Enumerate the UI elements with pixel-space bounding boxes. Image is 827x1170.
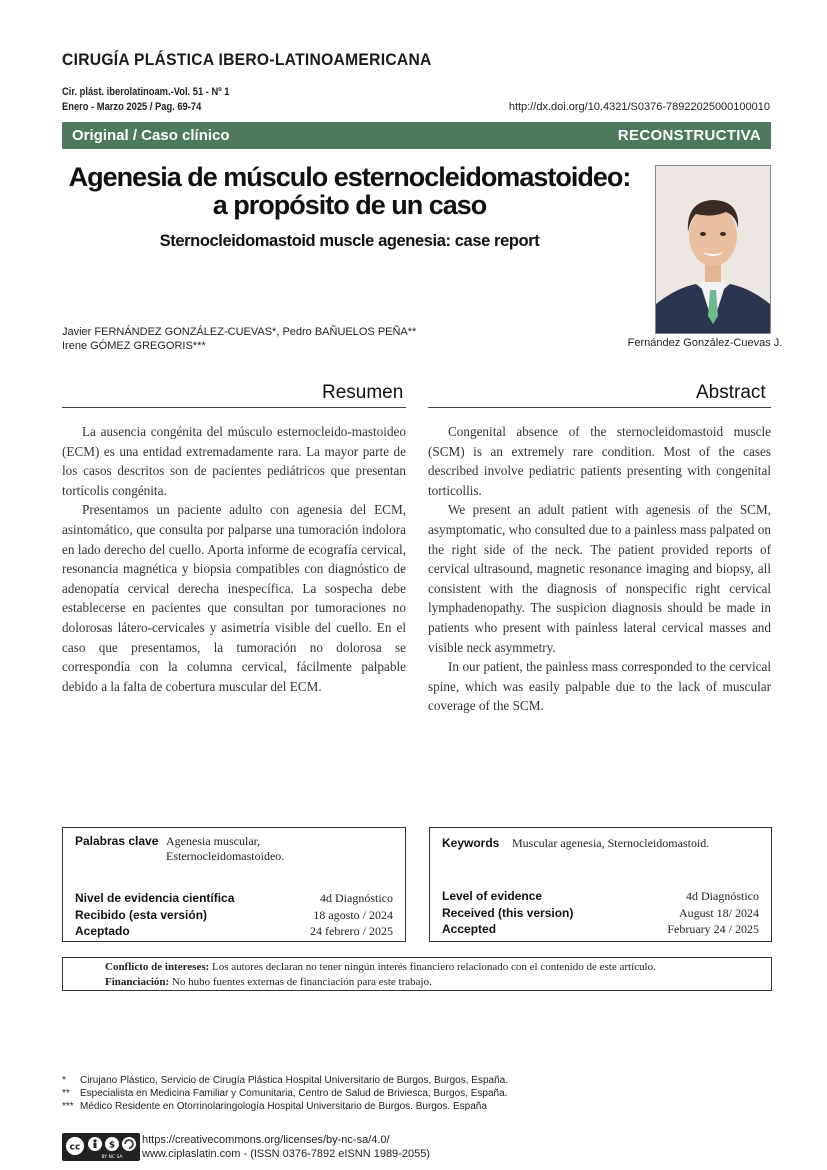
author-portrait-icon (656, 166, 770, 333)
keyword: Esternocleidomastoideo. (166, 849, 285, 863)
resumen-heading: Resumen (322, 382, 404, 403)
funding-line (105, 975, 432, 990)
title-line-1: Agenesia de músculo esternocleidomastoideo: (68, 162, 631, 192)
abstract-rule (428, 407, 771, 408)
cc-license-badge[interactable] (62, 1133, 140, 1161)
funding-label: Financiación: (105, 976, 170, 988)
category-bar (62, 122, 771, 149)
footnote-mark: *** (62, 1101, 74, 1112)
received-value: August 18/ 2024 (678, 906, 759, 920)
keywords-value: Muscular agenesia, Sternocleidomastoid. (512, 836, 710, 850)
keywords-label: Keywords (442, 836, 500, 850)
license-info (142, 1133, 430, 1161)
keywords-value (166, 834, 284, 864)
author-photo (655, 165, 771, 334)
article-section: RECONSTRUCTIVA (617, 127, 761, 144)
evidence-label: Nivel de evidencia científica (75, 891, 235, 905)
resumen-body (62, 422, 406, 696)
evidence-label: Level of evidence (442, 889, 543, 903)
accepted-value: 24 febrero / 2025 (310, 924, 393, 938)
article-title (62, 163, 637, 219)
received-label: Recibido (esta versión) (75, 908, 208, 922)
footnote-text: Médico Residente en Otorrinolaringología Hospital Universitario de Burgos. Burgos. España (80, 1101, 487, 1112)
received-label: Received (this version) (442, 906, 574, 920)
conflicts-box (62, 957, 772, 991)
abstract-paragraph: We present an adult patient with agenesis of the SCM, asymptomatic, who consulted due to a painless mass palpated on the right side of the neck. The patient provided reports of cervical ultrasound, magnetic resonance imaging and biopsy, all consistent with the diagnosis of nonspecific right cervical lymphadenopathy. The suspicion diagnosis should be made in patients who present with painless lateral cervical masses and visible neck asymmetry. (428, 502, 771, 655)
citation-volume: Cir. plást. iberolatinoam.-Vol. 51 - Nº 1 (62, 86, 230, 98)
journal-name: CIRUGÍA PLÁSTICA IBERO-LATINOAMERICANA (62, 50, 432, 69)
keywords-label: Palabras clave (75, 834, 159, 848)
footnote-mark: ** (62, 1088, 70, 1099)
title-line-2: a propósito de un caso (212, 190, 487, 220)
footnote (62, 1087, 662, 1100)
accepted-value: February 24 / 2025 (667, 922, 759, 936)
evidence-value: 4d Diagnóstico (686, 889, 759, 903)
resumen-rule (62, 407, 406, 408)
footnote-text: Cirujano Plástico, Servicio de Cirugía Plástica Hospital Universitario de Burgos, Burgos, España. (80, 1075, 508, 1086)
footnotes (62, 1074, 662, 1113)
citation-pages: Enero - Marzo 2025 / Pag. 69-74 (62, 101, 202, 113)
article-subtitle: Sternocleidomastoid muscle agenesia: case report (159, 232, 540, 250)
funding-text: No hubo fuentes externas de financiación para este trabajo. (171, 976, 432, 988)
authors-line-1: Javier FERNÁNDEZ GONZÁLEZ-CUEVAS*, Pedro BAÑUELOS PEÑA** (62, 326, 417, 338)
received-value: 18 agosto / 2024 (313, 908, 393, 922)
svg-text:cc: cc (69, 1142, 81, 1153)
accepted-label: Aceptado (75, 924, 130, 938)
abstract-body (428, 422, 771, 716)
accepted-label: Accepted (442, 922, 497, 936)
authors-line-2: Irene GÓMEZ GREGORIS*** (62, 340, 206, 352)
article-type: Original / Caso clínico (72, 127, 230, 144)
keyword: Agenesia muscular, (166, 834, 261, 848)
evidence-value: 4d Diagnóstico (320, 891, 393, 905)
site-issn[interactable]: www.ciplaslatin.com - (ISSN 0376-7892 eISNN 1989-2055) (142, 1148, 430, 1160)
license-url[interactable]: https://creativecommons.org/licenses/by-nc-sa/4.0/ (142, 1134, 390, 1146)
citation (62, 85, 229, 115)
doi-link[interactable]: http://dx.doi.org/10.4321/S0376-78922025000100010 (508, 101, 770, 113)
footnote-text: Especialista en Medicina Familiar y Comunitaria, Centro de Salud de Briviesca, Burgos, España. (80, 1088, 508, 1099)
keywords-box-es (62, 827, 406, 942)
footnote (62, 1100, 662, 1113)
resumen-paragraph: La ausencia congénita del músculo esternocleido-mastoideo (ECM) es una entidad extremadamente rara. La mayor parte de los casos descritos son de pacientes pediátricos que presentan tortícolis congénita. (62, 424, 406, 498)
footnote (62, 1074, 662, 1087)
abstract-paragraph: Congenital absence of the sternocleidomastoid muscle (SCM) is an extremely rare condition. Most of the cases described involve pediatric patients presenting with congenital torticollis. (428, 424, 771, 498)
authors (62, 325, 416, 353)
resumen-paragraph: Presentamos un paciente adulto con agenesia del ECM, asintomático, que consulta por palparse una tumoración indolora en lado derecho del cuello. Aporta informe de ecografía cervical, resonancia magnética y biopsia compatibles con diagnóstico de adenopatía cervical derecha inespecífica. La sospecha debe establecerse en pacientes que consultan por tumoraciones no dolorosas látero-cervicales y asimetría visible del cuello. En el caso que presentamos, la tumoración no dolorosa se correspondía con la columna cervical, fácilmente palpable debido a la falta de cobertura muscular del ECM. (62, 502, 406, 694)
abstract-heading: Abstract (696, 382, 766, 403)
footnote-mark: * (62, 1075, 66, 1086)
conflict-text: Los autores declaran no tener ningún interés financiero relacionado con el contenido de este artículo. (212, 961, 656, 973)
conflict-label: Conflicto de intereses: (105, 961, 210, 973)
svg-text:$: $ (108, 1140, 116, 1151)
abstract-paragraph: In our patient, the painless mass corresponded to the cervical spine, which was easily palpable due to the lack of muscular coverage of the SCM. (428, 659, 771, 714)
keywords-box-en (429, 827, 772, 942)
cc-by-nc-sa-icon (63, 1134, 139, 1160)
svg-text:BY NC SA: BY NC SA (101, 1155, 123, 1160)
photo-caption: Fernández González-Cuevas J. (627, 337, 783, 349)
conflict-line (105, 960, 656, 975)
